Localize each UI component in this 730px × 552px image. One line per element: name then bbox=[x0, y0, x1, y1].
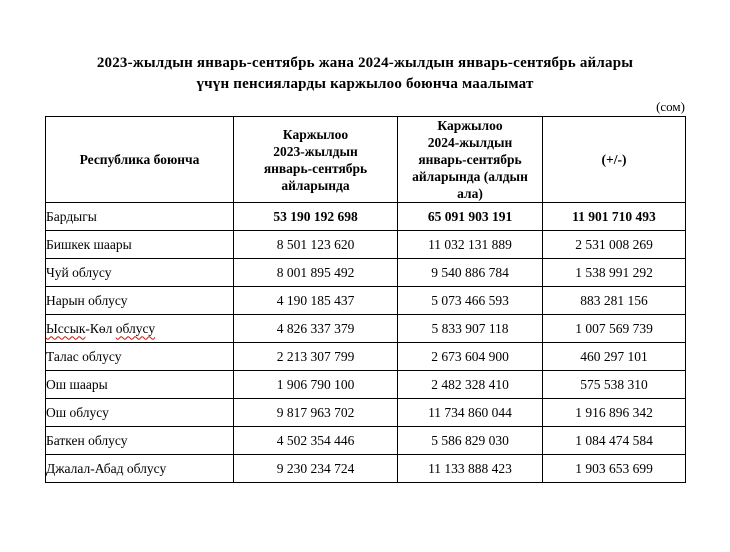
v2024-cell: 5 586 829 030 bbox=[398, 427, 543, 455]
v2023-cell: 1 906 790 100 bbox=[234, 371, 398, 399]
table-row bbox=[46, 287, 686, 315]
v2023-cell: 4 190 185 437 bbox=[234, 287, 398, 315]
diff-cell: 1 903 653 699 bbox=[543, 455, 686, 483]
v2024-cell: 65 091 903 191 bbox=[398, 203, 543, 231]
v2024-cell: 11 734 860 044 bbox=[398, 399, 543, 427]
v2023-cell: 8 501 123 620 bbox=[234, 231, 398, 259]
diff-cell: 460 297 101 bbox=[543, 343, 686, 371]
diff-cell: 2 531 008 269 bbox=[543, 231, 686, 259]
table-row bbox=[46, 259, 686, 287]
table-row bbox=[46, 399, 686, 427]
table-row bbox=[46, 455, 686, 483]
region-cell: Баткен облусу bbox=[46, 427, 234, 455]
region-cell: Ош шаары bbox=[46, 371, 234, 399]
header-2024-line: 2024-жылдын bbox=[427, 135, 513, 150]
v2023-cell: 53 190 192 698 bbox=[234, 203, 398, 231]
region-label-segment: -Көл bbox=[85, 320, 116, 336]
header-2023-line: 2023-жылдын bbox=[273, 143, 358, 159]
header-2024-line: айларында (алдын bbox=[412, 169, 528, 184]
region-cell bbox=[46, 315, 234, 343]
region-cell: Джалал-Абад облусу bbox=[46, 455, 234, 483]
pension-financing-table bbox=[45, 116, 686, 483]
header-2024-line: январь-сентябрь bbox=[418, 152, 522, 167]
v2024-cell: 11 032 131 889 bbox=[398, 231, 543, 259]
misspelled-word: Ыссык bbox=[46, 320, 86, 336]
table-row bbox=[46, 231, 686, 259]
header-difference: (+/-) bbox=[543, 117, 686, 203]
document-title bbox=[30, 53, 700, 95]
region-cell: Талас облусу bbox=[46, 343, 234, 371]
region-cell: Бардыгы bbox=[46, 203, 234, 231]
region-cell: Бишкек шаары bbox=[46, 231, 234, 259]
v2024-cell: 5 833 907 118 bbox=[398, 315, 543, 343]
v2023-cell: 9 230 234 724 bbox=[234, 455, 398, 483]
v2024-cell: 9 540 886 784 bbox=[398, 259, 543, 287]
v2023-cell: 4 502 354 446 bbox=[234, 427, 398, 455]
header-region: Республика боюнча bbox=[46, 117, 234, 203]
document-title-line2: үчүн пенсияларды каржылоо боюнча маалымат bbox=[196, 76, 534, 92]
v2023-cell: 9 817 963 702 bbox=[234, 399, 398, 427]
misspelled-word: облусу bbox=[115, 320, 156, 336]
v2023-cell: 4 826 337 379 bbox=[234, 315, 398, 343]
table-header-row bbox=[46, 117, 686, 203]
table-row bbox=[46, 343, 686, 371]
v2024-cell: 11 133 888 423 bbox=[398, 455, 543, 483]
table-row bbox=[46, 427, 686, 455]
header-2023-financing bbox=[234, 117, 398, 203]
diff-cell: 11 901 710 493 bbox=[543, 203, 686, 231]
header-2023-line: Каржылоо bbox=[282, 126, 349, 142]
header-2024-line: ала) bbox=[457, 186, 483, 201]
v2024-cell: 2 482 328 410 bbox=[398, 371, 543, 399]
header-2023-line: айларында bbox=[281, 177, 350, 193]
table-row bbox=[46, 315, 686, 343]
v2023-cell: 2 213 307 799 bbox=[234, 343, 398, 371]
diff-cell: 1 538 991 292 bbox=[543, 259, 686, 287]
v2024-cell: 5 073 466 593 bbox=[398, 287, 543, 315]
document-title-line1: 2023-жылдын январь-сентябрь жана 2024-жылдын январь-сентябрь айлары bbox=[96, 55, 634, 71]
region-cell: Нарын облусу bbox=[46, 287, 234, 315]
region-cell: Чуй облусу bbox=[46, 259, 234, 287]
diff-cell: 1 007 569 739 bbox=[543, 315, 686, 343]
header-2024-financing bbox=[398, 117, 543, 203]
currency-unit-label: (сом) bbox=[656, 99, 685, 114]
diff-cell: 575 538 310 bbox=[543, 371, 686, 399]
header-2024-line: Каржылоо bbox=[437, 118, 503, 133]
diff-cell: 883 281 156 bbox=[543, 287, 686, 315]
diff-cell: 1 916 896 342 bbox=[543, 399, 686, 427]
diff-cell: 1 084 474 584 bbox=[543, 427, 686, 455]
v2024-cell: 2 673 604 900 bbox=[398, 343, 543, 371]
v2023-cell: 8 001 895 492 bbox=[234, 259, 398, 287]
header-2023-line: январь-сентябрь bbox=[263, 160, 368, 176]
table-row bbox=[46, 371, 686, 399]
region-cell: Ош облусу bbox=[46, 399, 234, 427]
table-row-total bbox=[46, 203, 686, 231]
